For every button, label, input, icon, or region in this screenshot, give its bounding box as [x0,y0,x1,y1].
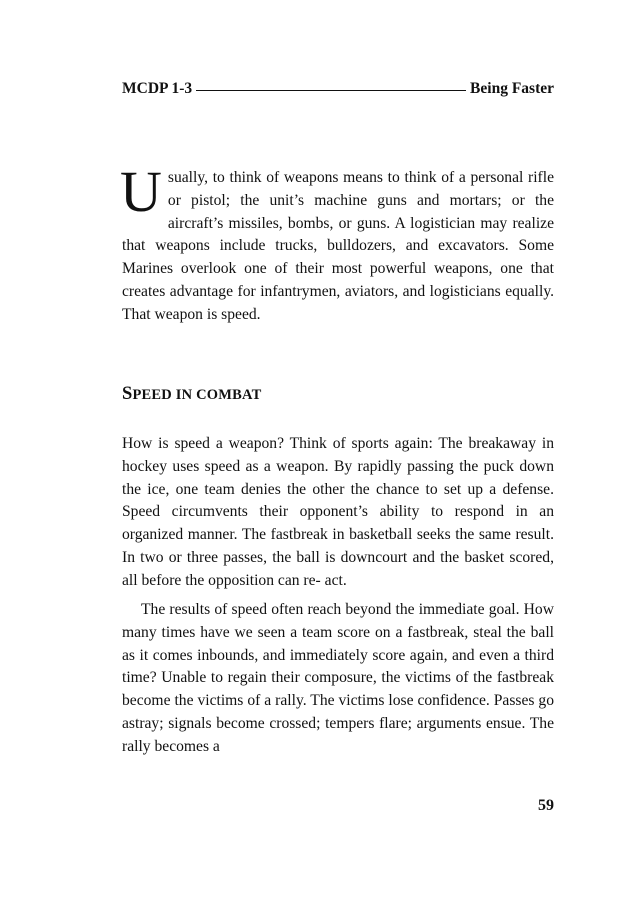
header-rule [196,90,466,91]
intro-text: sually, to think of weapons means to think of a personal rifle or pistol; the unit’s machine guns and mortars; or the aircraft’s missiles, bombs, or guns. A logistician may realize that weapons include trucks, bulldozers, and excavators. Some Marines overlook one of their most powerful weapons, one that creates advantage for infantrymen, aviators, and logisticians equally. That weapon is speed. [122,169,554,323]
body-paragraph: The results of speed often reach beyond the immediate goal. How many times have we seen a team score on a fastbreak, steal the ball as it comes inbounds, and immediately score again, and even a third time? Unable to regain their composure, the victims of the fastbreak become the victims of a rally. The victims lose confidence. Passes go astray; signals become crossed; tempers flare; arguments ensue. The rally becomes a [122,601,554,755]
drop-cap: U [120,159,162,224]
running-header [122,78,554,100]
page-number: 59 [538,797,554,814]
header-chapter-title: Being Faster [470,80,554,97]
header-publication: MCDP 1-3 [122,80,193,97]
section-heading-initial: S [122,384,133,404]
body-paragraph: How is speed a weapon? Think of sports again: The breakaway in hockey uses speed as a weapon. By rapidly passing the puck down the ice, one team denies the other the chance to set up a defense. Speed circumvents their opponent’s ability to respond in an organized manner. The fastbreak in basketball seeks the same result. In two or three passes, the ball is downcourt and the basket scored, all before the opposition can re- act. [122,435,554,589]
intro-paragraph [120,159,554,327]
section-heading [122,384,262,405]
section-heading-rest: PEED IN COMBAT [132,387,262,403]
